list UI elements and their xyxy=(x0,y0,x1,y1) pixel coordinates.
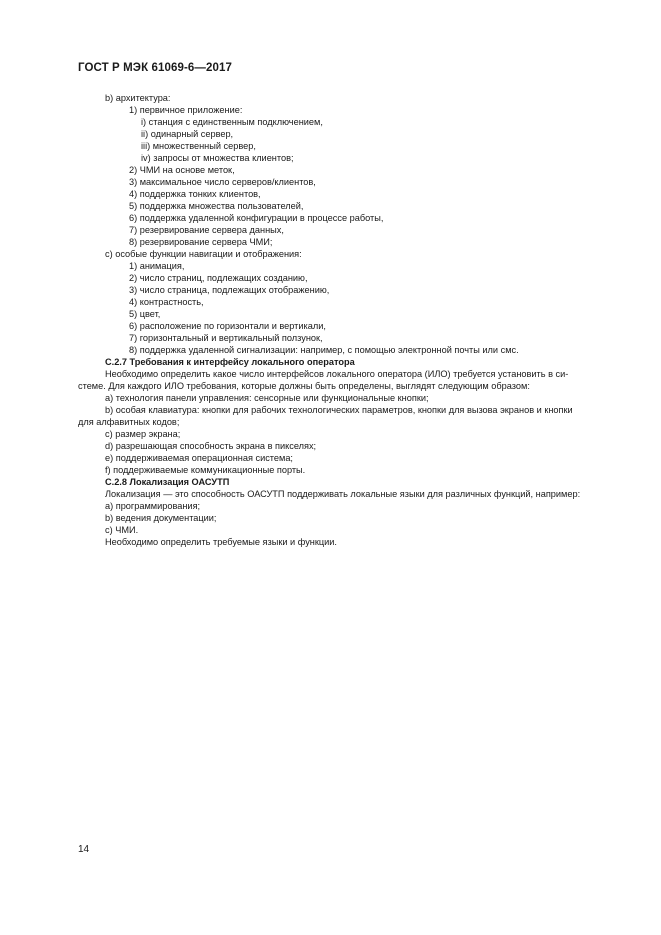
list-item: 4) поддержка тонких клиентов, xyxy=(129,189,261,199)
list-item: a) технология панели управления: сенсорные или функциональные кнопки; xyxy=(105,393,429,403)
list-item: b) особая клавиатура: кнопки для рабочих технологических параметров, кнопки для вызова экранов и кнопки xyxy=(105,405,573,415)
list-item: a) программирования; xyxy=(105,501,201,511)
list-item: c) ЧМИ. xyxy=(105,525,139,535)
list-item: e) поддерживаемая операционная система; xyxy=(105,453,293,463)
list-item: 8) поддержка удаленной сигнализации: например, с помощью электронной почты или смс. xyxy=(129,345,519,355)
list-item: 8) резервирование сервера ЧМИ; xyxy=(129,237,273,247)
list-item: b) ведения документации; xyxy=(105,513,217,523)
list-item: 4) контрастность, xyxy=(129,297,204,307)
list-item: 5) цвет, xyxy=(129,309,161,319)
list-item: 5) поддержка множества пользователей, xyxy=(129,201,304,211)
list-item: c) размер экрана; xyxy=(105,429,181,439)
list-item: 2) ЧМИ на основе меток, xyxy=(129,165,235,175)
list-item-continuation: для алфавитных кодов; xyxy=(78,417,180,427)
list-item: ii) одинарный сервер, xyxy=(141,129,234,139)
paragraph-line: Необходимо определить требуемые языки и функции. xyxy=(105,537,337,547)
paragraph-line: Локализация — это способность ОАСУТП поддерживать локальные языки для различных функций, например: xyxy=(105,489,581,499)
list-item: iii) множественный сервер, xyxy=(141,141,256,151)
list-item: 2) число страниц, подлежащих созданию, xyxy=(129,273,308,283)
section-heading: C.2.7 Требования к интерфейсу локального оператора xyxy=(105,357,355,367)
paragraph-line: Необходимо определить какое число интерфейсов локального оператора (ИЛО) требуется установить в си- xyxy=(105,369,569,379)
list-item: iv) запросы от множества клиентов; xyxy=(141,153,294,163)
list-item: c) особые функции навигации и отображения: xyxy=(105,249,302,259)
list-item: 1) первичное приложение: xyxy=(129,105,243,115)
list-item: 1) анимация, xyxy=(129,261,185,271)
paragraph-line: стеме. Для каждого ИЛО требования, которые должны быть определены, выглядят следующим образом: xyxy=(78,381,530,391)
list-item: 7) резервирование сервера данных, xyxy=(129,225,284,235)
page-number: 14 xyxy=(78,844,90,855)
list-item: i) станция с единственным подключением, xyxy=(141,117,323,127)
list-item: 3) максимальное число серверов/клиентов, xyxy=(129,177,316,187)
document-header-title: ГОСТ Р МЭК 61069-6—2017 xyxy=(78,62,232,74)
list-item: 7) горизонтальный и вертикальный ползунок, xyxy=(129,333,323,343)
list-item: 6) поддержка удаленной конфигурации в процессе работы, xyxy=(129,213,384,223)
section-heading: C.2.8 Локализация ОАСУТП xyxy=(105,477,230,487)
list-item: f) поддерживаемые коммуникационные порты. xyxy=(105,465,306,475)
list-item: 6) расположение по горизонтали и вертикали, xyxy=(129,321,326,331)
list-item: 3) число страница, подлежащих отображению, xyxy=(129,285,330,295)
list-item: b) архитектура: xyxy=(105,93,171,103)
list-item: d) разрешающая способность экрана в пикселях; xyxy=(105,441,317,451)
